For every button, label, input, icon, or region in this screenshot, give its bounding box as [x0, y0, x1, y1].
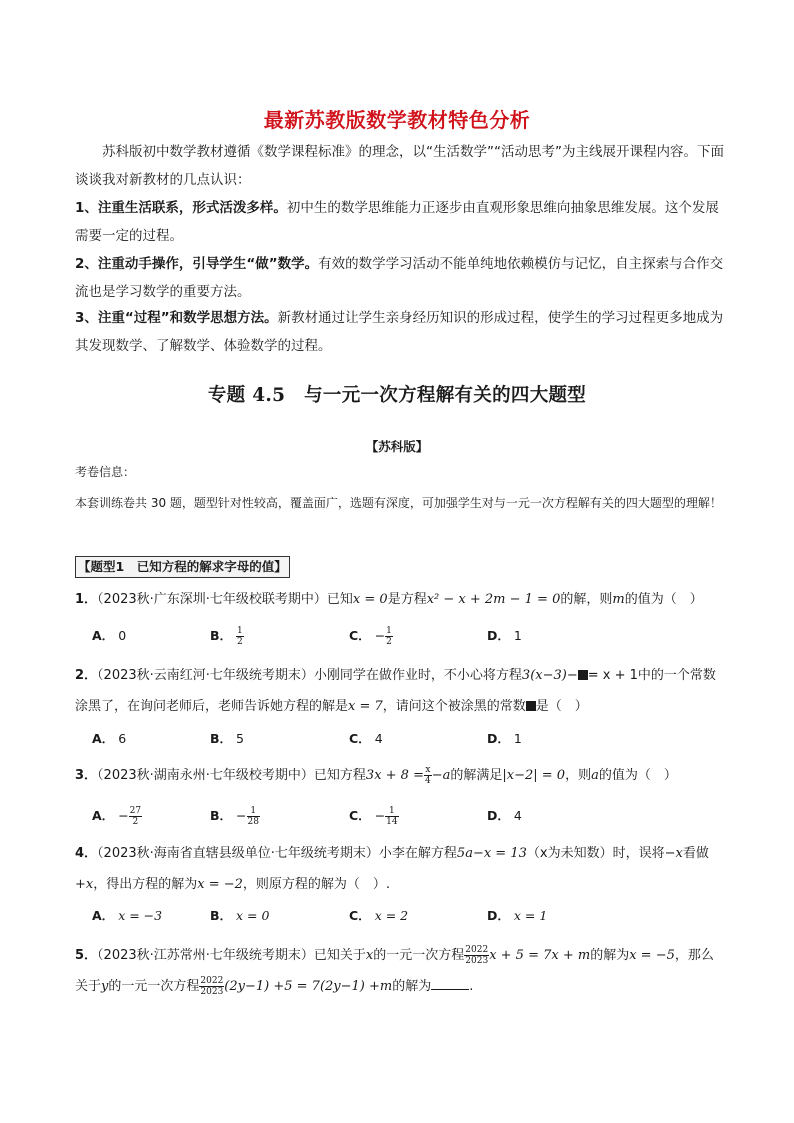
question-type-header: 【题型1 已知方程的解求字母的值】 [75, 556, 290, 578]
answer-blank[interactable] [431, 975, 469, 990]
question-2: 2．（2023秋·云南红河·七年级统考期末）小刚同学在做作业时，不小心将方程3(x−3)− = x + 1中的一个常数涂黑了，在询问老师后，老师告诉她方程的解是x = 7，请问这个被涂黑的常数 是（ ） [75, 668, 716, 714]
document-title: 最新苏教版数学教材特色分析 [263, 108, 531, 132]
point-1-text: 初中生的数学思维能力正逐步由直观形象思维向抽象思维发展。这个发展需要一定的过程。 [75, 200, 719, 244]
question-2-options [92, 729, 652, 753]
intro-point-1 [75, 194, 725, 250]
exam-info-label: 考卷信息： [75, 465, 136, 479]
question-3: 3．（2023秋·湖南永州·七年级校考期中）已知方程3x + 8 = $\frac{x}{4}$ −a的解满足|x−2| = 0，则a的值为（ ） [75, 765, 677, 786]
intro-point-3 [75, 304, 725, 360]
option-a[interactable]: A． − $\frac{27}{2}$ [92, 806, 142, 827]
question-4-options [92, 906, 652, 930]
option-c[interactable]: C． − $\frac{1}{2}$ [349, 626, 392, 647]
question-1-options [92, 626, 652, 650]
edition-label: 【苏科版】 [365, 439, 429, 454]
blacked-out-square-icon [526, 701, 536, 711]
point-3-text: 新教材通过让学生亲身经历知识的形成过程，使学生的学习过程更多地成为其发现数学、了解数学、体验数学的过程。 [75, 310, 724, 354]
point-2-heading: 2、注重动手操作，引导学生“做”数学。 [75, 256, 319, 272]
option-d[interactable]: D． x = 1 [487, 908, 548, 923]
option-c[interactable]: C． 4 [349, 731, 383, 746]
question-5: 5．（2023秋·江苏常州·七年级统考期末）已知关于x的一元一次方程 $\frac{2022}{2023}$ x + 5 = 7x + m的解为x = −5，那么关于y的一元一次方程 $\frac{2022}{2023}$ (2y−1) +5 = 7(2y−1) +m的解为 . [75, 945, 714, 997]
point-3-heading: 3、注重“过程”和数学思想方法。 [75, 310, 278, 326]
topic-title: 专题 4.5 与一元一次方程解有关的四大题型 [207, 385, 587, 406]
blacked-out-square-icon [578, 670, 588, 680]
option-a[interactable]: A． 0 [92, 628, 127, 643]
question-1: 1．（2023秋·广东深圳·七年级校联考期中）已知x = 0是方程x² − x + 2m − 1 = 0的解，则m的值为（ ） [75, 592, 703, 607]
point-1-heading: 1、注重生活联系，形式活泼多样。 [75, 200, 287, 216]
question-3-options [92, 806, 652, 830]
option-d[interactable]: D． 1 [487, 628, 522, 643]
option-b[interactable]: B． − $\frac{1}{28}$ [210, 806, 259, 827]
option-a[interactable]: A． 6 [92, 731, 127, 746]
option-c[interactable]: C． − $\frac{1}{14}$ [349, 806, 398, 827]
option-b[interactable]: B． $\frac{1}{2}$ [210, 626, 243, 647]
option-a[interactable]: A． x = −3 [92, 908, 163, 923]
option-b[interactable]: B． x = 0 [210, 908, 270, 923]
intro-point-2 [75, 250, 725, 306]
option-c[interactable]: C． x = 2 [349, 908, 409, 923]
question-4: 4．（2023秋·海南省直辖县级单位·七年级统考期末）小李在解方程5a−x = 13（x为未知数）时，误将−x看做+x，得出方程的解为x = −2，则原方程的解为（ ）. [75, 846, 709, 892]
exam-info-text: 本套训练卷共 30 题，题型针对性较高，覆盖面广，选题有深度，可加强学生对与一元一次方程解有关的四大题型的理解！ [75, 496, 722, 510]
intro-paragraph: 苏科版初中数学教材遵循《数学课程标准》的理念，以“生活数学”“活动思考”为主线展开课程内容。下面谈谈我对新教材的几点认识： [75, 144, 724, 188]
option-b[interactable]: B． 5 [210, 731, 244, 746]
option-d[interactable]: D． 1 [487, 731, 522, 746]
point-2-text: 有效的数学学习活动不能单纯地依赖模仿与记忆，自主探索与合作交流也是学习数学的重要方法。 [75, 256, 724, 300]
option-d[interactable]: D． 4 [487, 808, 522, 823]
